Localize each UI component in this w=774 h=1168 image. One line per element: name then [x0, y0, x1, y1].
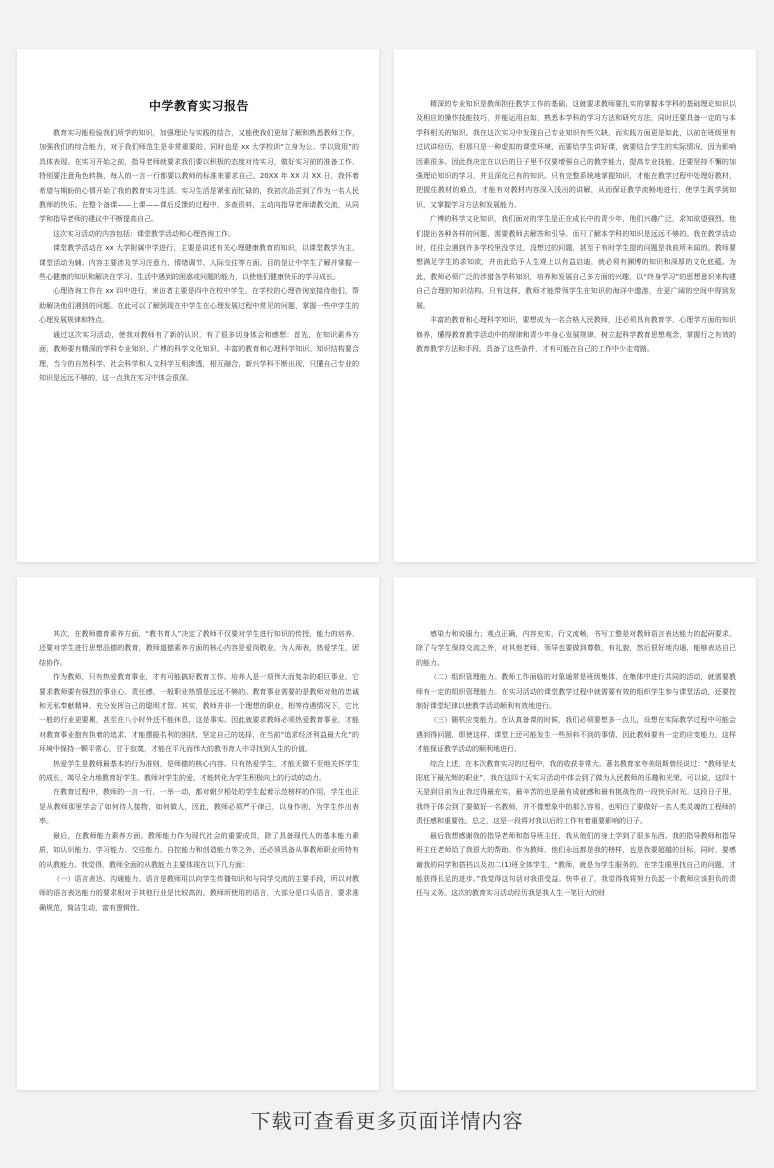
paragraph: 通过这次实习活动，使我对教师有了新的认识，有了很多切身体会和感想：首先，在知识素养方面，教师要有精深的学科专业知识、广博的科学文化知识、丰富的教育和心理科学知识。知识结构要合理，当今的自然科学、社会科学和人文科学互相渗透，相互融合，新兴学科不断出现，只懂自己专业的知识是远远不够的，这一点我在实习中体会很深。	[39, 330, 359, 382]
paragraph: 最后，在教师能力素养方面。教师能力作为现代社会的重要成员，除了具备现代人的基本能力素质，如认识能力、学习能力、交往能力、自控能力和创造能力等之外，还必须具备从事教师职业所特有的从教能力。我觉得，教师全面的从教能力主要体现在以下几方面：	[39, 831, 359, 869]
paragraph: 课堂教学活动在 xx 大学附属中学进行，主要是讲述有关心理健康教育的知识，以课堂教学为主，课堂活动为辅。内容主要涉及学习注意力、情绪调节、人际交往等方面。目的是让中学生了解并掌握一些心健康的知识和解决在学习、生活中遇到的困惑或问题的能力，以使他们健康快乐的学习成长。	[39, 244, 359, 282]
paragraph: 其次，在教师德育素养方面，“教书育人”决定了教师不仅要对学生进行知识的传授，能力的培养，还要对学生进行思想品德的教育，教师道德素养方面的核心内容是爱岗敬业，为人师表，热爱学生，团结协作。	[39, 630, 359, 667]
paragraph: 丰富的教育和心理科学知识，要想成为一名合格人民教师，还必须具有教育学、心理学方面的知识修养，懂得教育教学活动中的规律和青少年身心发展规律，树立起科学教育思想观念，掌握行之有效的教育教学方法和手段。具备了这些条件，才有可能在自己的工作中少走弯路。	[416, 316, 736, 353]
document-title: 中学教育实习报告	[148, 99, 249, 113]
paragraph: 广博的科学文化知识，我们面对的学生是正在成长中的青少年，他们兴趣广泛，求知欲望强烈。他们提出各种各样的问题，需要教师去解答和引导。而只了解本学科的知识是远远不够的。我在教学活动时，往往会遇到许多学校里没学过，没想过的问题，甚至于有时学生提的问题是我前所未闻的。教师要想满足学生的求知欲，并由此给予人生观上以有益启迪，就必须有渊博的知识和深厚的文化底蕴。为此，教师必须广泛的涉猎各学科知识，培养和发展自己多方面的兴趣，以“终身学习”的思想意识来构建自己合理的知识结构。只有这样，教师才能带领学生在知识的海洋中遨游，在更广阔的空间中得到发展。	[416, 215, 736, 310]
paragraph: 作为教师，只有热爱教育事业，才有可能搞好教育工作。培养人是一项伟大而复杂的艰巨事业，它要求教师要有强烈的事业心、责任感，一般职业热情是远远不够的。教育事业需要的是教师对他的忠诚和无私奉献精神，充分发挥自己的聪明才智。其实，教师并非一个理想的职业，相等待遇情况下，它比一般的行业更要累，甚至在八小时外还不能休息，这是事实。因此就要求教师必须热爱教育事业，才能对教育事业抱有执着的追求，才能摆脱名利的困扰，坚定自己的选择，在当前“追求经济利益最大化”的环境中保持一颗平常心，甘于寂寞，才能在平凡而伟大的教书育人中寻找到人生的价值。	[39, 673, 359, 754]
paragraph: 心理咨询工作在 xx 四中进行，来访者主要是四中在校中学生，在学校的心理咨询室接待他们，帮助解决他们遇到的问题。在此可以了解到现在中学生在心理发展过程中常见的问题，掌握一些中学生的心理发展规律和特点。	[39, 287, 359, 325]
paragraph: 综合上述，在本次教育实习的过程中，我的收获非常大。著名教育家夸美纽斯曾经说过：“教师是太阳底下最光辉的职业”，我在这四十天实习活动中体会到了做为人民教师的乐趣和光荣。可以说，这四十天是到目前为止我过得最充实，最辛苦的也是最有成就感和最有挑战性的一段快乐时光。这段日子里，我终于体会到了要做好一名教师，并不像想象中的那么容易，也明白了要做好一名人类灵魂的工程师的责任感和重要性。总之，这是一段将对我以后的工作有着重要影响的日子。	[416, 759, 736, 826]
paragraph: 这次实习活动的内容包括：课堂教学活动和心理咨询工作。	[53, 229, 235, 238]
paragraph: （三）随机应变能力。在认真备课的时候，我们必须要想多一点儿，设想在实际教学过程中可能会遇到得问题，即使这样，课堂上还可能发生一些预料不到的事情，因此教师要有一定的应变能力，这样才能保证教学活动的顺利地进行。	[416, 716, 736, 754]
paragraph: 热爱学生是教师最基本的行为准则，是师德的核心内容。只有热爱学生，才能无微不至地关怀学生的成长，竭尽全力地教育好学生。教师对学生的爱，才能转化为学生积极向上的行动的动力。	[39, 759, 359, 783]
document-page-1	[17, 49, 379, 562]
paragraph: 教育实习能检验我们所学的知识，加强理论与实践的结合，又能使我们更加了解和熟悉教师工作，加强我们的综合能力，对于我们师范生是非常重要的，同时也是 xx 大学校训“立身为公、学以致用”的具体表现。在实习开始之前，指导老师就要求我们要以积极的态度对待实习，做好实习前的准备工作，特别要注意角色转换，每人的一言一行都要以教师的标准来要求自己。20XX 年 XX 月 XX 日，我怀着希望与期盼的心情开始了我的教育实习生活。实习生活是紧张而忙碌的，我初次品尝到了作为一名人民教师的快乐。在整个备课——上课——课后反馈的过程中，多查资料，主动向指导老师请教交流，从同学和指导老师的建议中不断提高自己。	[39, 129, 359, 224]
document-page-3	[17, 577, 379, 1090]
paragraph: 在教育过程中，教师的一言一行，一举一动，都对朝夕相处的学生起着示范榜样的作用，学生也正是从教师那里学会了如何待人接物，如何做人，因此，教师必须严于律己，以身作则，为学生作出表率。	[39, 788, 359, 826]
paragraph: （二）组织管理能力。教师工作面临的对象通常是班级集体，在集体中进行共同的活动，就需要教师有一定的组织管理能力。在实习活动的课堂教学过程中就需要有效的组织学生参与课堂活动，还要控制好课堂纪律以使教学活动顺利有效地进行。	[416, 673, 736, 711]
download-more-link[interactable]: 下载可查看更多页面详情内容	[250, 1109, 524, 1133]
document-page-2	[394, 49, 756, 562]
paragraph: （一）语言表达、沟通能力。语言是教师用以向学生传播知识和与同学交流的主要手段，所以对教师的语言表达能力的要求相对于其他行业是比较高的。教师所使用的语言，大部分是口头语言，要求准确规范，简洁生动，富有逻辑性、	[39, 874, 359, 912]
paragraph: 精深的专业知识是教师担任教学工作的基础，这就要求教师要扎实的掌握本学科的基础理论知识以及相应的操作技能技巧，并能运用自如，熟悉本学科的学习方法和研究方法，同时还要具备一定的与本学科相关的知识。我在这次实习中发现自己专业知识有些欠缺，而实践方面更是如此，以前在班级里有过试讲经历，但那只是一种虚拟的课堂环境，而要给学生讲好课，就要结合学生的实际情况，因为影响因素很多。因此我决定在以后的日子里不仅要增强自己的教学能力，提高专业技能，还要坚持不懈的加强理论知识的学习，并且深化已有的知识。只有完整系统地掌握知识，才能在教学过程中处理好教材，把握住教材的难点，才能有对教材内容深入浅出的讲解，从而保证教学流畅地进行，使学生既学到知识，又掌握学习方法和发展能力。	[416, 100, 736, 209]
paragraph: 感染力和说服力；观点正确，内容充实，行文流畅，书写工整是对教师语言表达能力的起码要求。除了与学生保持交流之外，对其他老师，领导也要做到尊敬，有礼貌，然后很好地沟通，能够表达自己的能力。	[416, 630, 736, 667]
document-page-4	[394, 577, 756, 1090]
paragraph: 最后我想感谢我的指导老师和指导班主任，我从他们的身上学到了很多东西。我的指导教师和指导班主任老师给了我很大的帮助。作为教师，他们永远都是我的榜样，也是我要超越的目标。同时，要感谢我的同学和搭档以及初二(1)班全体学生，“教师，就是为学生服务的。在学生眼里找自己的问题，才能获得长足的进步。”我觉得这句话对我很受益。快毕业了，我觉得我将努力负起一个教师应该担负的责任与义务。这次的教育实习活动经历我是我人生一笔巨大的财	[416, 831, 736, 898]
